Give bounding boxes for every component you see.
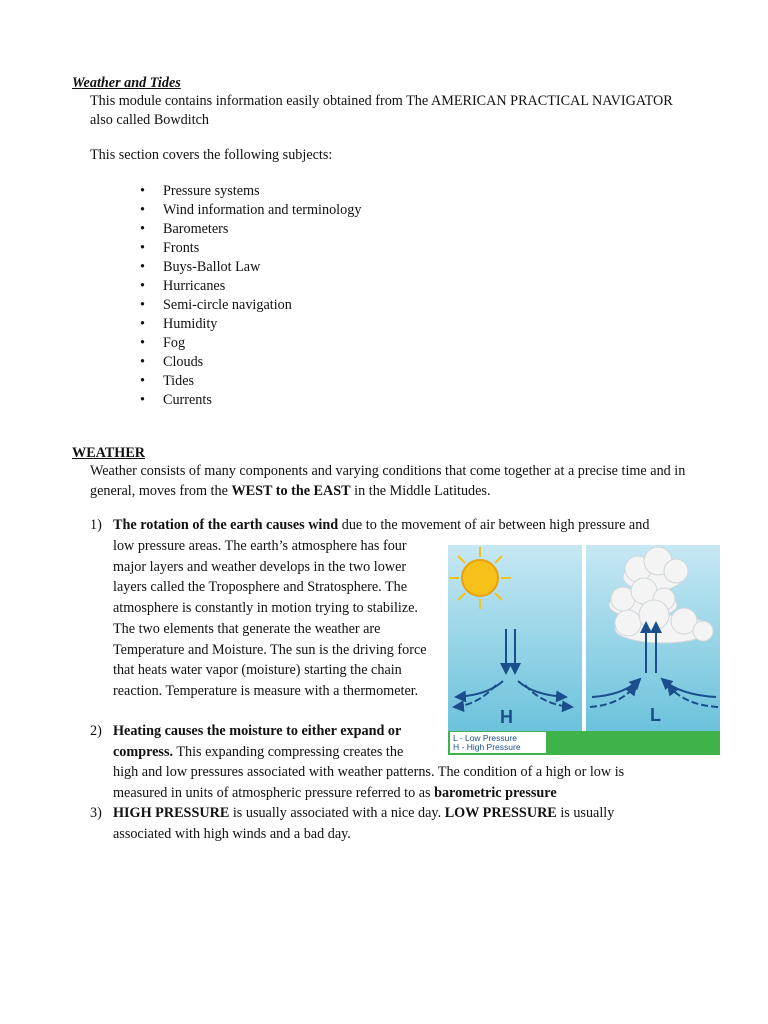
item-2-line-3: measured in units of atmospheric pressure referred to as barometric pressure (113, 785, 557, 801)
item-number-2: 2) (90, 723, 102, 739)
list-item: • Humidity (140, 316, 218, 332)
bullet-icon: • (140, 259, 145, 275)
legend-high: H - High Pressure (453, 742, 521, 752)
list-item: • Wind information and terminology (140, 202, 362, 218)
bullet-icon: • (140, 392, 145, 408)
list-item: • Fog (140, 335, 186, 351)
list-item: • Fronts (140, 240, 200, 256)
pressure-diagram-svg (448, 545, 720, 755)
item-1-first-line: The rotation of the earth causes wind due to the movement of air between high pressure and (113, 517, 650, 533)
item-3-line-1: HIGH PRESSURE is usually associated with a nice day. LOW PRESSURE is usually (113, 805, 615, 821)
list-item: • Hurricanes (140, 278, 226, 294)
bullet-icon: • (140, 297, 145, 313)
item-number-3: 3) (90, 805, 102, 821)
weather-paragraph: Weather consists of many components and varying conditions that come together at a precise time and in general, moves from the WEST to the EAST in the Middle Latitudes. (90, 463, 686, 499)
item-3-line-2: associated with high winds and a bad day. (113, 826, 351, 842)
covers-paragraph: This section covers the following subjects: (90, 147, 333, 163)
subject-list (130, 182, 361, 410)
bullet-icon: • (140, 240, 145, 256)
bullet-icon: • (140, 278, 145, 294)
item-1-wrapped-text: low pressure areas. The earth’s atmosphere has four major layers and weather develops in the two lower layers called the Troposphere and Stratosphere. The atmosphere is constantly in motion trying to stabilize. The two elements that generate the weather are Temperature and Moisture. The sun is the driving force that heats water vapor (moisture) starting the chain reaction. Temperature is measure with a thermometer. (113, 538, 427, 699)
bullet-icon: • (140, 202, 145, 218)
weather-heading: WEATHER (72, 445, 146, 461)
item-number-1: 1) (90, 517, 102, 533)
bullet-icon: • (140, 373, 145, 389)
list-item: • Tides (140, 373, 195, 389)
list-item: • Buys-Ballot Law (140, 259, 261, 275)
item-2-line-2: high and low pressures associated with weather patterns. The condition of a high or low is (113, 764, 625, 780)
list-item: • Barometers (140, 221, 229, 237)
document-title: Weather and Tides (72, 75, 181, 91)
list-item: • Semi-circle navigation (140, 297, 292, 313)
list-item: • Pressure systems (140, 183, 260, 199)
item-2-first-lines: Heating causes the moisture to either expand or compress. This expanding compressing creates the (113, 723, 404, 760)
list-item: • Clouds (140, 354, 204, 370)
pressure-diagram (448, 545, 720, 755)
high-label: H (500, 707, 513, 727)
bullet-icon: • (140, 183, 145, 199)
low-label: L (650, 705, 661, 725)
bullet-icon: • (140, 354, 145, 370)
intro-paragraph: This module contains information easily obtained from The AMERICAN PRACTICAL NAVIGATOR also called Bowditch (90, 93, 673, 128)
bullet-icon: • (140, 221, 145, 237)
list-item: • Currents (140, 392, 212, 408)
sun-icon (449, 547, 511, 609)
legend-low: L - Low Pressure (453, 733, 517, 743)
bullet-icon: • (140, 335, 145, 351)
bullet-icon: • (140, 316, 145, 332)
